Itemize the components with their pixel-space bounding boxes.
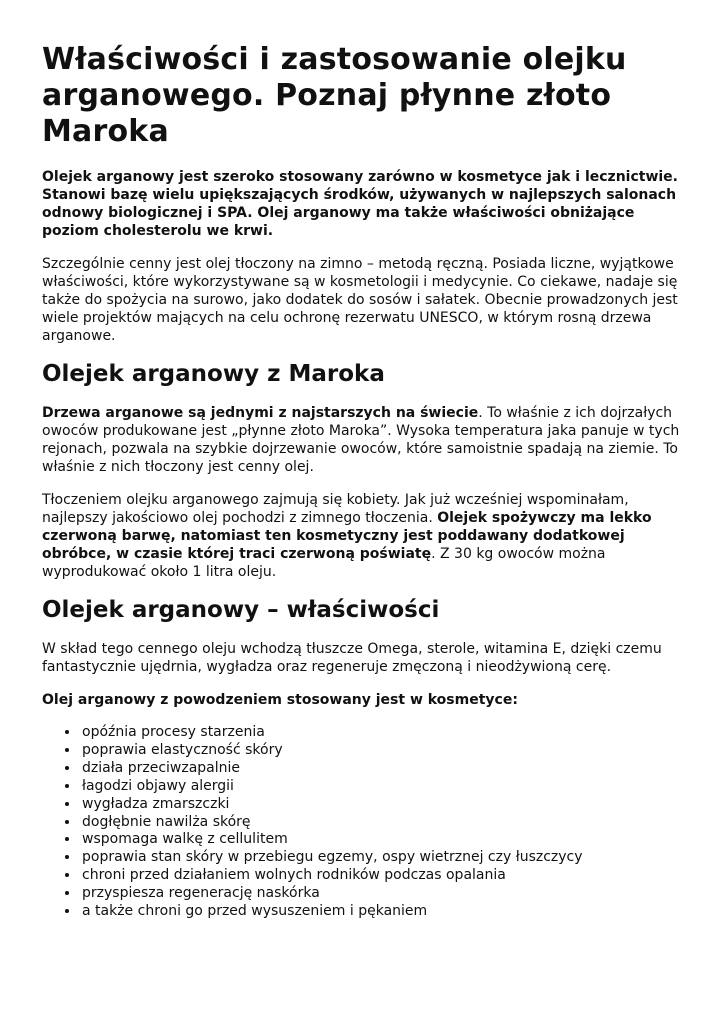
list-item: • wspomaga walkę z cellulitem bbox=[80, 831, 684, 849]
list-item: • dogłębnie nawilża skórę bbox=[80, 814, 684, 832]
morocco-paragraph-1 bbox=[42, 404, 684, 476]
list-item: • opóźnia procesy starzenia bbox=[80, 724, 684, 742]
list-heading: Olej arganowy z powodzeniem stosowany jest w kosmetyce: bbox=[42, 692, 518, 708]
morocco-paragraph-1-bold: Drzewa arganowe są jednymi z najstarszych na świecie bbox=[42, 405, 479, 421]
list-item: • poprawia stan skóry w przebiegu egzemy, ospy wietrznej czy łuszczycy bbox=[80, 849, 684, 867]
morocco-paragraph-1-text: . To właśnie z ich dojrzałych owoców produkowane jest „płynne złoto Maroka”. Wysoka temperatura jaka panuje w tych rejonach, pozwala na szybkie dojrzewanie owoców, które samoistnie spadają na ziemie. To właśnie z nich tłoczony jest cenny olej. bbox=[42, 405, 680, 475]
morocco-paragraph-2-start: Tłoczeniem olejku arganowego zajmują się kobiety. Jak już wcześniej wspominałam, najlepszy jakościowo olej pochodzi z zimnego tłoczenia. bbox=[42, 492, 629, 526]
properties-paragraph: W skład tego cennego oleju wchodzą tłuszcze Omega, sterole, witamina E, dzięki czemu fantastycznie ujędrnia, wygładza oraz regeneruje zmęczoną i nieodżywioną cerę. bbox=[42, 641, 662, 675]
page-title: Właściwości i zastosowanie olejku arganowego. Poznaj płynne złoto Maroka bbox=[42, 42, 627, 149]
list-item: • łagodzi objawy alergii bbox=[80, 778, 684, 796]
list-item: • przyspiesza regenerację naskórka bbox=[80, 885, 684, 903]
list-item: • działa przeciwzapalnie bbox=[80, 760, 684, 778]
list-item: • chroni przed działaniem wolnych rodników podczas opalania bbox=[80, 867, 684, 885]
list-item: • poprawia elastyczność skóry bbox=[80, 742, 684, 760]
morocco-paragraph-2-end: . Z 30 kg owoców można wyprodukować około 1 litra oleju. bbox=[42, 546, 606, 580]
list-item: • a także chroni go przed wysuszeniem i pękaniem bbox=[80, 903, 684, 921]
section-heading-morocco: Olejek arganowy z Maroka bbox=[42, 361, 385, 387]
list-item: • wygładza zmarszczki bbox=[80, 796, 684, 814]
intro-paragraph: Szczególnie cenny jest olej tłoczony na zimno – metodą ręczną. Posiada liczne, wyjątkowe właściwości, które wykorzystywane są w kosmetologii i medycynie. Co ciekawe, nadaje się także do spożycia na surowo, jako dodatek do sosów i sałatek. Obecnie prowadzonych jest wiele projektów mających na celu ochronę rezerwatu UNESCO, w którym rosną drzewa arganowe. bbox=[42, 256, 678, 344]
section-heading-properties: Olejek arganowy – właściwości bbox=[42, 597, 440, 623]
morocco-paragraph-2-bold: Olejek spożywczy ma lekko czerwoną barwę, natomiast ten kosmetyczny jest poddawany dodatkowej obróbce, w czasie której traci czerwoną poświatę bbox=[42, 510, 652, 562]
lead-paragraph: Olejek arganowy jest szeroko stosowany zarówno w kosmetyce jak i lecznictwie. Stanowi bazę wielu upiększających środków, używanych w najlepszych salonach odnowy biologicznej i SPA. Olej arganowy ma także właściwości obniżające poziom cholesterolu we krwi. bbox=[42, 169, 678, 239]
benefits-list bbox=[42, 724, 684, 921]
morocco-paragraph-2 bbox=[42, 491, 684, 581]
